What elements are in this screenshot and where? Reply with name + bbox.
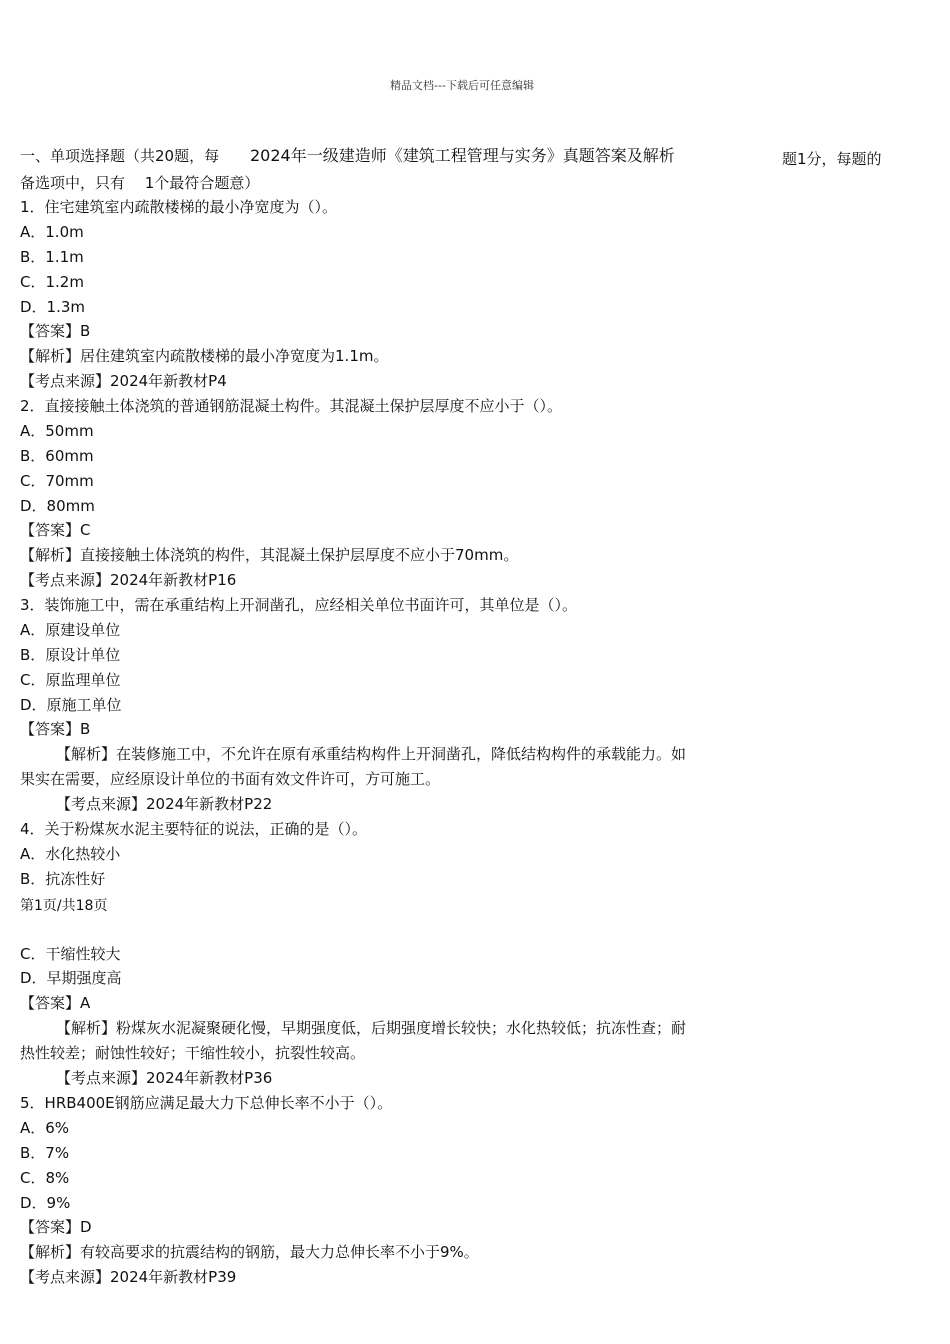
question-5-option-d: D．9% [20, 1194, 71, 1212]
question-2-option-c: C．70mm [20, 472, 94, 490]
question-4-option-c: C．干缩性较大 [20, 945, 121, 963]
question-4-analysis-line2: 热性较差；耐蚀性较好；干缩性较小，抗裂性较高。 [20, 1044, 366, 1062]
question-2-option-a: A．50mm [20, 422, 94, 440]
question-5-option-c: C．8% [20, 1169, 70, 1187]
question-3-analysis-line1: 【解析】在装修施工中，不允许在原有承重结构构件上开洞凿孔，降低结构构件的承载能力。如 [56, 745, 687, 763]
question-5-source: 【考点来源】2024年新教材P39 [20, 1268, 237, 1286]
section-heading-tail: 题1分，每题的 [782, 150, 882, 168]
question-3-answer: 【答案】B [20, 720, 91, 738]
question-3-option-b: B．原设计单位 [20, 646, 121, 664]
question-3-analysis-line2: 果实在需要，应经原设计单位的书面有效文件许可，方可施工。 [20, 770, 441, 788]
page-header-watermark [0, 77, 950, 93]
question-2-analysis: 【解析】直接接触土体浇筑的构件，其混凝土保护层厚度不应小于70mm。 [20, 546, 519, 564]
question-1-analysis: 【解析】居住建筑室内疏散楼梯的最小净宽度为1.1m。 [20, 347, 389, 365]
page-number: 第1页/共18页 [20, 898, 108, 914]
question-3-stem: 3．装饰施工中，需在承重结构上开洞凿孔，应经相关单位书面许可，其单位是（）。 [20, 596, 578, 614]
section-heading: 一、单项选择题（共20题，每 [20, 147, 220, 165]
question-1-option-b: B．1.1m [20, 248, 84, 266]
question-1-option-c: C．1.2m [20, 273, 84, 291]
question-3-source: 【考点来源】2024年新教材P22 [56, 795, 273, 813]
question-3-option-a: A．原建设单位 [20, 621, 121, 639]
question-5-option-a: A．6% [20, 1119, 70, 1137]
question-2-option-d: D．80mm [20, 497, 95, 515]
question-4-stem: 4．关于粉煤灰水泥主要特征的说法，正确的是（）。 [20, 820, 368, 838]
question-3-option-c: C．原监理单位 [20, 671, 121, 689]
section-heading-line2: 备选项中，只有 1个最符合题意） [20, 174, 260, 192]
question-5-analysis: 【解析】有较高要求的抗震结构的钢筋，最大力总伸长率不小于9%。 [20, 1243, 479, 1261]
question-4-option-d: D．早期强度高 [20, 969, 122, 987]
question-2-option-b: B．60mm [20, 447, 94, 465]
question-1-source: 【考点来源】2024年新教材P4 [20, 372, 227, 390]
question-2-stem: 2．直接接触土体浇筑的普通钢筋混凝土构件。其混凝土保护层厚度不应小于（）。 [20, 397, 563, 415]
question-4-analysis-line1: 【解析】粉煤灰水泥凝聚硬化慢，早期强度低，后期强度增长较快；水化热较低；抗冻性查；耐 [56, 1019, 687, 1037]
question-2-answer: 【答案】C [20, 521, 91, 539]
document-title: 2024年一级建造师《建筑工程管理与实务》真题答案及解析 [250, 146, 675, 165]
question-1-stem: 1．住宅建筑室内疏散楼梯的最小净宽度为（）。 [20, 198, 338, 216]
question-4-source: 【考点来源】2024年新教材P36 [56, 1069, 273, 1087]
question-4-option-b: B．抗冻性好 [20, 870, 106, 888]
question-5-option-b: B．7% [20, 1144, 70, 1162]
watermark-text: 精品文档---下载后可任意编辑 [390, 79, 534, 92]
question-2-source: 【考点来源】2024年新教材P16 [20, 571, 237, 589]
question-1-answer: 【答案】B [20, 322, 91, 340]
question-4-answer: 【答案】A [20, 994, 91, 1012]
question-3-option-d: D．原施工单位 [20, 696, 122, 714]
question-1-option-d: D．1.3m [20, 298, 86, 316]
question-5-stem: 5．HRB400E钢筋应满足最大力下总伸长率不小于（）。 [20, 1094, 393, 1112]
question-4-option-a: A．水化热较小 [20, 845, 121, 863]
question-1-option-a: A．1.0m [20, 223, 84, 241]
question-5-answer: 【答案】D [20, 1218, 92, 1236]
